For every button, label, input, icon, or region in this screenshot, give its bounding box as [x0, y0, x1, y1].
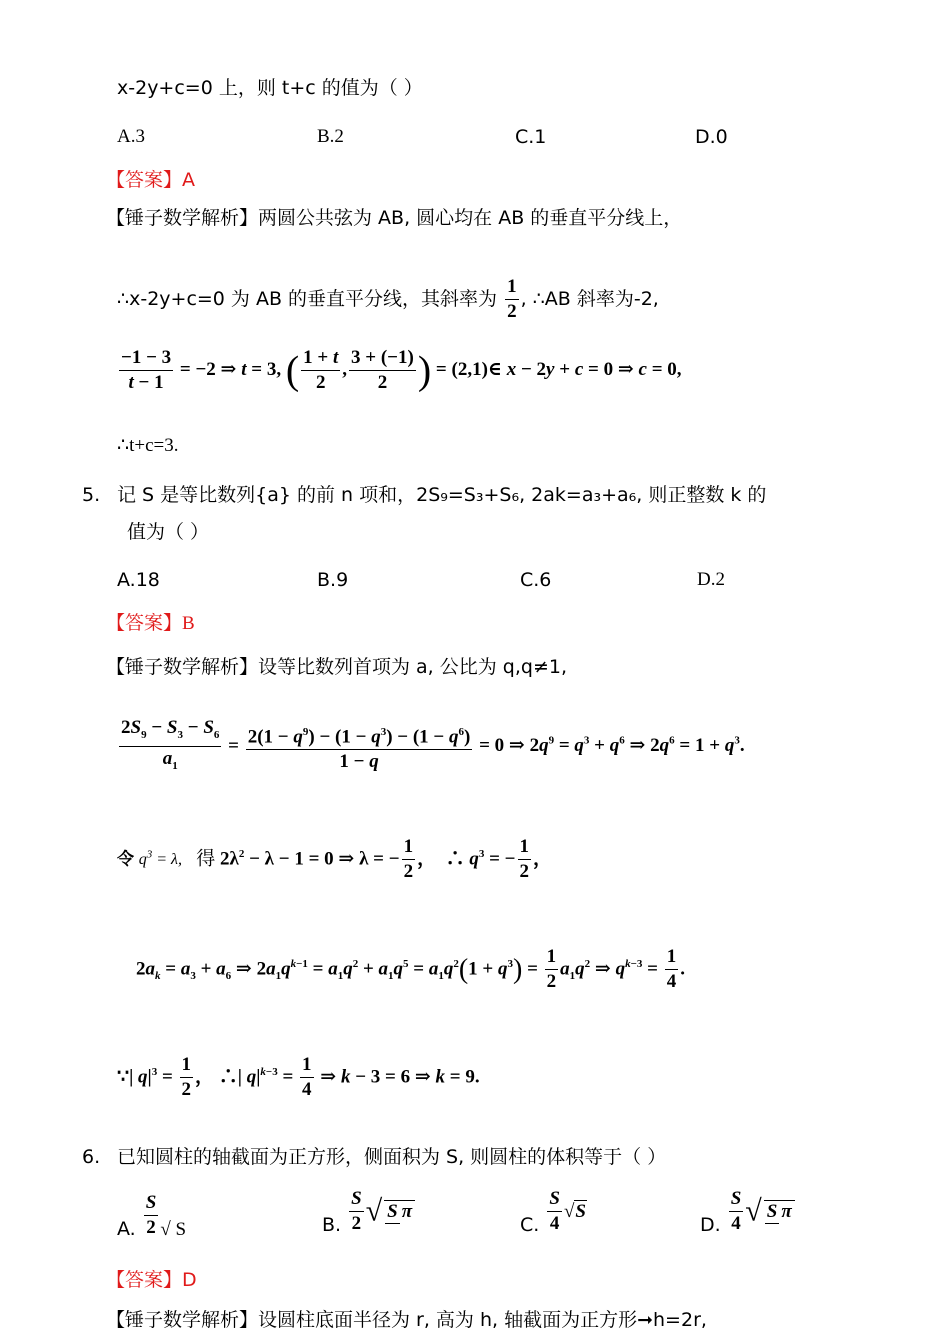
q4-analysis-2a: ∴x-2y+c=0 为 AB 的垂直平分线，其斜率为: [117, 288, 498, 310]
q4-answer: 【答案】A: [106, 169, 195, 191]
q4-slope-fraction: $\frac{1}{2}$: [507, 276, 517, 322]
q5-equation-2: 令 $q^3 = \lambda$, 得 $2\lambda^2 - \lambda - 1 = 0$ ⇒ λ = − $\frac{1}{2}$ ， ∴ $q^3$ = − $\frac{1}{2}$ ，: [117, 836, 553, 883]
q6-analysis: 【锤子数学解析】设圆柱底面半径为 r, 高为 h, 轴截面为正方形➞h=2r,: [106, 1309, 707, 1331]
q4-eq-line: = −2 ⇒ t = 3,: [179, 359, 282, 380]
q5-equation-1: $\frac{2S_9 - S_3 - S_6}{a_1}$ = $\frac{2(1 - q^9) - (1 - q^3) - (1 - q^6)}{1 - q}$ = 0 ⇒ $2q^9 = q^3 + q^6$ ⇒ $2q^6 = 1 + q^3$.: [121, 716, 745, 773]
q5-answer: 【答案】B: [106, 612, 195, 634]
q6-stem: 已知圆柱的轴截面为正方形，侧面积为 S, 则圆柱的体积等于（ ）: [117, 1146, 667, 1168]
q5-option-a: A.18: [117, 569, 160, 591]
q6-option-a: A. $\frac{S}{2}$ √ S: [117, 1192, 187, 1240]
q5-analysis-1: 【锤子数学解析】设等比数列首项为 a, 公比为 q,q≠1,: [106, 656, 568, 678]
q4-option-b: B.2: [317, 126, 344, 147]
q6-answer: 【答案】D: [106, 1269, 197, 1291]
q5-number: 5.: [82, 484, 101, 506]
q6-option-c: C. $\frac{S}{4}$ √S: [520, 1188, 586, 1236]
q4-analysis-2: [117, 276, 659, 323]
q4-eq-tail: = (2,1)∈ x − 2y + c = 0 ⇒ c = 0,: [435, 359, 682, 380]
q6-option-b: B. $\frac{S}{2}$ √ S π: [322, 1188, 417, 1236]
q4-option-c: C.1: [515, 126, 547, 148]
q4-analysis-2b: , ∴AB 斜率为-2,: [520, 288, 659, 310]
q4-analysis-1: 【锤子数学解析】两圆公共弦为 AB, 圆心均在 AB 的垂直平分线上，: [106, 207, 683, 229]
q5-stem-1: 记 S 是等比数列{a} 的前 n 项和，2S₉=S₃+S₆, 2ak=a₃+a₆, 则正整数 k 的: [117, 484, 767, 506]
q5-stem-2: 值为（ ）: [127, 521, 210, 543]
q5-equation-4: ∵| $q|^3$ = $\frac{1}{2}$ ， ∴| $q|^{k-3}$ = $\frac{1}{4}$ ⇒ k − 3 = 6 ⇒ k = 9.: [117, 1054, 480, 1101]
q5-equation-3: $2a_k = a_3 + a_6$ ⇒ $2a_1q^{k-1} = a_1q^2 + a_1q^5 = a_1q^2(1 + q^3)$ = $\frac{1}{2}$ $a_1q^2$ ⇒ $q^{k-3}$ = $\frac{1}{4}$ .: [136, 946, 685, 993]
q4-option-d: D.0: [695, 126, 728, 148]
q4-conclusion: ∴t+c=3.: [117, 435, 179, 456]
q5-option-b: B.9: [317, 569, 349, 591]
q4-equation: $\frac{-1 - 3}{t - 1}$ = −2 ⇒ t = 3, ( $\frac{1 + t}{2}$ , $\frac{3 + (-1)}{2}$ ) = (2,1)∈ x − 2y + c = 0 ⇒ c = 0,: [121, 347, 682, 394]
let-label: 令: [117, 849, 134, 869]
q4-option-a: A.3: [117, 126, 145, 147]
q5-option-d: D.2: [697, 569, 725, 590]
q4-stem-tail: x-2y+c=0 上，则 t+c 的值为（ ）: [117, 77, 423, 99]
q5-option-c: C.6: [520, 569, 552, 591]
q6-number: 6.: [82, 1146, 101, 1168]
q6-option-d: D. $\frac{S}{4}$ √ S π: [700, 1188, 797, 1236]
